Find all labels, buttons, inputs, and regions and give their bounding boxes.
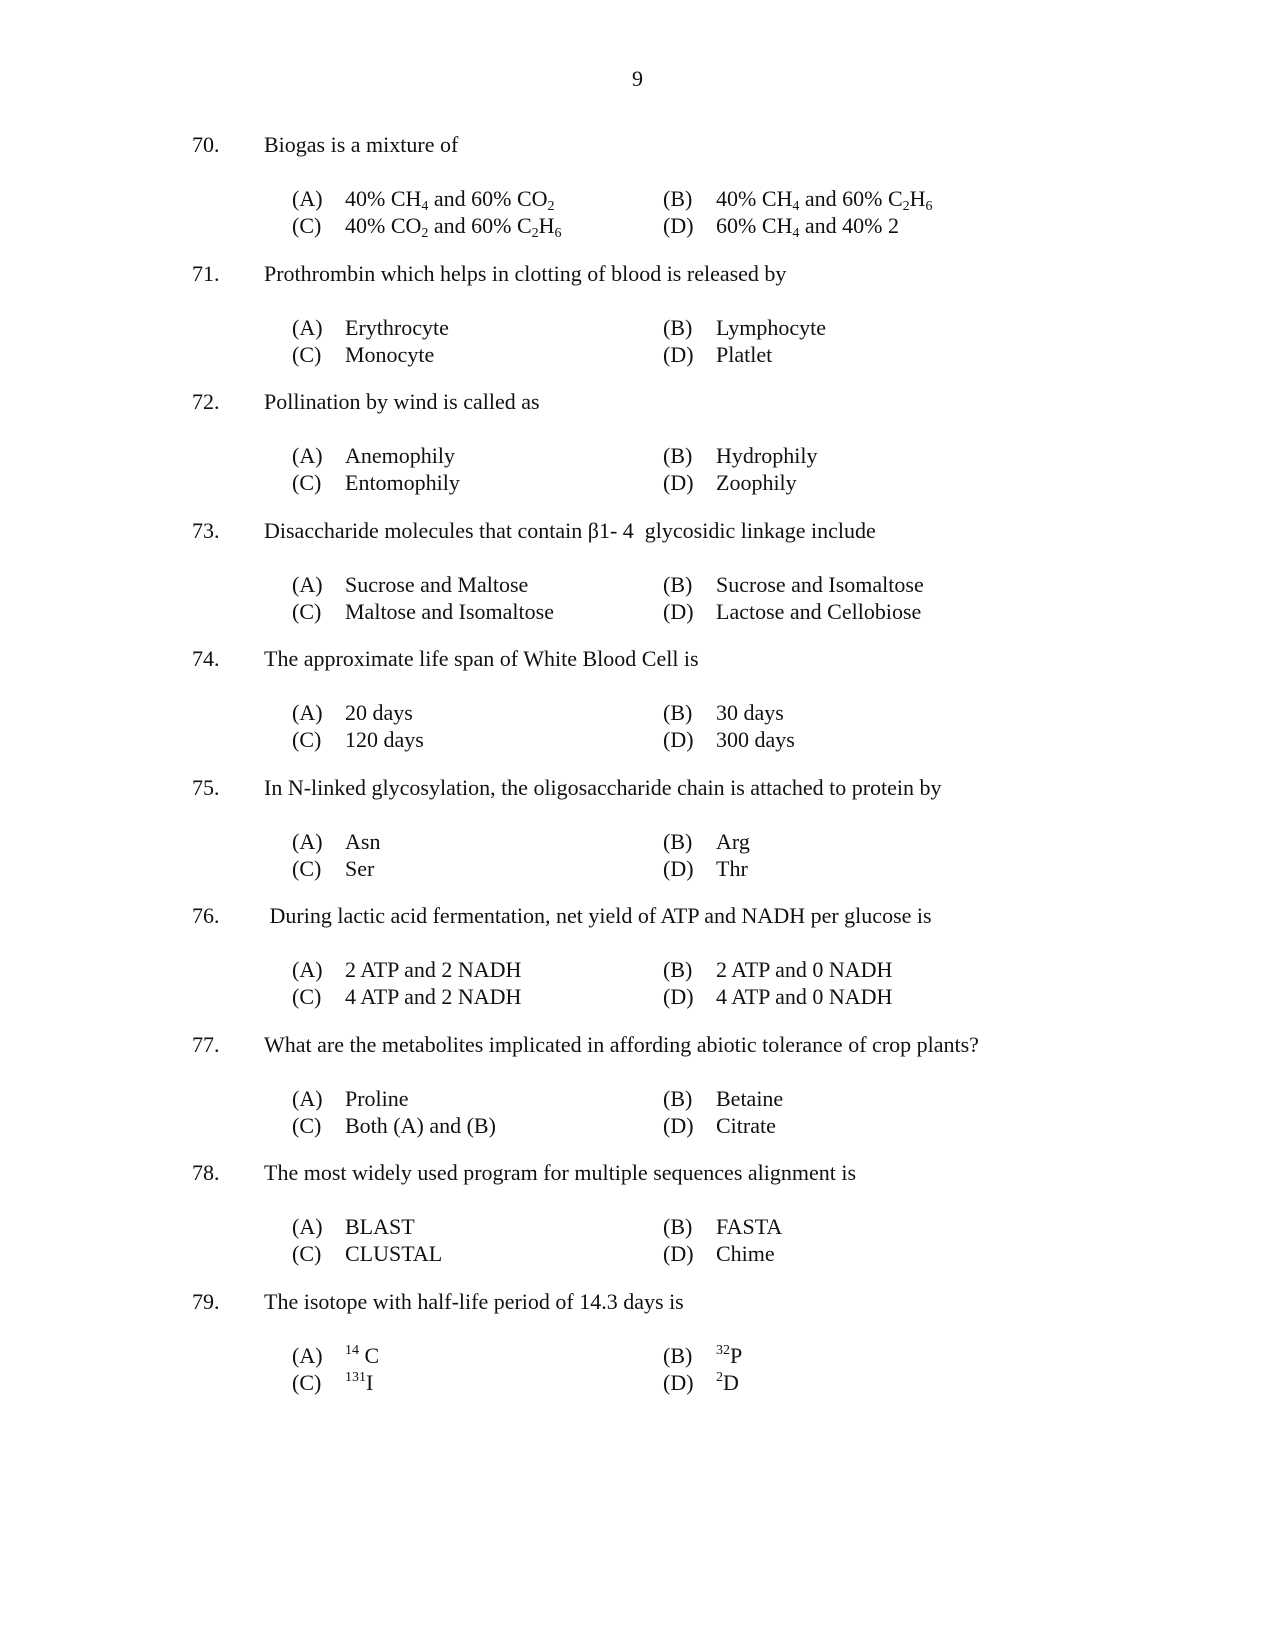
option-letter: (B)	[663, 957, 693, 982]
option-text: 300 days	[716, 727, 795, 752]
question-item	[0, 903, 1275, 1023]
option-letter: (C)	[292, 1113, 322, 1138]
option-letter: (D)	[663, 470, 694, 495]
option-text: 120 days	[345, 727, 424, 752]
option-text: 60% $CH_4$ and 40% 2	[716, 213, 899, 241]
option-text: Asn	[345, 829, 381, 854]
option-text: Entomophily	[345, 470, 460, 495]
option-letter: (A)	[292, 315, 323, 340]
question-number: 79.	[192, 1289, 220, 1314]
option-text: CLUSTAL	[345, 1241, 443, 1266]
question-item	[0, 646, 1275, 766]
question-text: The most widely used program for multiple sequences alignment is	[264, 1160, 857, 1185]
question-text: In N-linked glycosylation, the oligosaccharide chain is attached to protein by	[264, 775, 942, 800]
option-text: 2 ATP and 0 NADH	[716, 957, 893, 982]
option-letter: (B)	[663, 1343, 693, 1368]
option-text: Zoophily	[716, 470, 797, 495]
option-letter: (B)	[663, 1214, 693, 1239]
question-number: 78.	[192, 1160, 220, 1185]
option-letter: (A)	[292, 572, 323, 597]
question-text: Disaccharide molecules that contain β1- 4 glycosidic linkage include	[264, 518, 876, 543]
option-letter: (D)	[663, 727, 694, 752]
question-item	[0, 132, 1275, 252]
question-number: 76.	[192, 903, 220, 928]
option-letter: (B)	[663, 315, 693, 340]
option-text: $^2$D	[716, 1370, 739, 1395]
option-letter: (D)	[663, 856, 694, 881]
option-text: Both (A) and (B)	[345, 1113, 496, 1138]
option-letter: (C)	[292, 1241, 322, 1266]
question-item	[0, 1160, 1275, 1280]
question-number: 71.	[192, 261, 220, 286]
question-text: Pollination by wind is called as	[264, 389, 540, 414]
option-letter: (D)	[663, 1241, 694, 1266]
question-number: 75.	[192, 775, 220, 800]
option-text: 20 days	[345, 700, 413, 725]
option-text: Chime	[716, 1241, 775, 1266]
option-text: Thr	[716, 856, 748, 881]
option-text: Betaine	[716, 1086, 784, 1111]
option-letter: (C)	[292, 856, 322, 881]
option-letter: (A)	[292, 1086, 323, 1111]
option-letter: (D)	[663, 599, 694, 624]
question-number: 72.	[192, 389, 220, 414]
option-text: Ser	[345, 856, 375, 881]
option-letter: (C)	[292, 984, 322, 1009]
option-text: 40% $CH_4$ and 60% $CO_2$	[345, 186, 555, 214]
option-text: Proline	[345, 1086, 409, 1111]
option-letter: (C)	[292, 599, 322, 624]
option-text: Hydrophily	[716, 443, 818, 468]
option-letter: (A)	[292, 186, 323, 211]
question-text: The approximate life span of White Blood Cell is	[264, 646, 699, 671]
question-item	[0, 1032, 1275, 1152]
question-number: 74.	[192, 646, 220, 671]
option-text: 30 days	[716, 700, 784, 725]
question-text: During lactic acid fermentation, net yield of ATP and NADH per glucose is	[264, 903, 932, 928]
option-text: Sucrose and Maltose	[345, 572, 529, 597]
option-letter: (D)	[663, 1113, 694, 1138]
question-item	[0, 389, 1275, 509]
page-number: 9	[632, 66, 643, 91]
question-item	[0, 261, 1275, 381]
option-text: $^{131}$I	[345, 1370, 374, 1395]
question-text: What are the metabolites implicated in affording abiotic tolerance of crop plants?	[264, 1032, 979, 1057]
option-text: Arg	[716, 829, 750, 854]
question-number: 77.	[192, 1032, 220, 1057]
option-letter: (A)	[292, 829, 323, 854]
option-letter: (A)	[292, 1343, 323, 1368]
option-text: Citrate	[716, 1113, 776, 1138]
option-text: 40% $CO_2$ and 60% $C_2H_6$	[345, 213, 562, 241]
option-text: 2 ATP and 2 NADH	[345, 957, 522, 982]
option-text: Maltose and Isomaltose	[345, 599, 554, 624]
option-letter: (D)	[663, 213, 694, 238]
option-letter: (C)	[292, 342, 322, 367]
option-letter: (A)	[292, 443, 323, 468]
option-text: $^{32}$P	[716, 1343, 743, 1368]
option-letter: (B)	[663, 829, 693, 854]
option-text: Platlet	[716, 342, 773, 367]
option-text: Anemophily	[345, 443, 455, 468]
option-text: 4 ATP and 2 NADH	[345, 984, 522, 1009]
option-text: Monocyte	[345, 342, 435, 367]
option-letter: (A)	[292, 957, 323, 982]
option-text: FASTA	[716, 1214, 783, 1239]
option-letter: (C)	[292, 1370, 322, 1395]
option-text: BLAST	[345, 1214, 415, 1239]
option-letter: (A)	[292, 700, 323, 725]
option-letter: (B)	[663, 572, 693, 597]
option-letter: (C)	[292, 470, 322, 495]
option-text: $^{14}$ C	[345, 1343, 380, 1368]
question-text: Biogas is a mixture of	[264, 132, 459, 157]
option-letter: (C)	[292, 213, 322, 238]
option-letter: (B)	[663, 186, 693, 211]
option-letter: (B)	[663, 700, 693, 725]
option-letter: (B)	[663, 1086, 693, 1111]
question-number: 70.	[192, 132, 220, 157]
question-number: 73.	[192, 518, 220, 543]
option-letter: (B)	[663, 443, 693, 468]
option-letter: (D)	[663, 342, 694, 367]
option-text: Sucrose and Isomaltose	[716, 572, 924, 597]
option-letter: (D)	[663, 1370, 694, 1395]
option-text: Lymphocyte	[716, 315, 826, 340]
option-text: 40% $CH_4$ and 60% $C_2H_6$	[716, 186, 933, 214]
option-text: 4 ATP and 0 NADH	[716, 984, 893, 1009]
question-item	[0, 1289, 1275, 1409]
question-item	[0, 775, 1275, 895]
option-letter: (C)	[292, 727, 322, 752]
question-text: The isotope with half-life period of 14.3 days is	[264, 1289, 684, 1314]
option-text: Erythrocyte	[345, 315, 449, 340]
option-letter: (A)	[292, 1214, 323, 1239]
option-letter: (D)	[663, 984, 694, 1009]
question-item	[0, 518, 1275, 638]
question-text: Prothrombin which helps in clotting of blood is released by	[264, 261, 787, 286]
option-text: Lactose and Cellobiose	[716, 599, 922, 624]
